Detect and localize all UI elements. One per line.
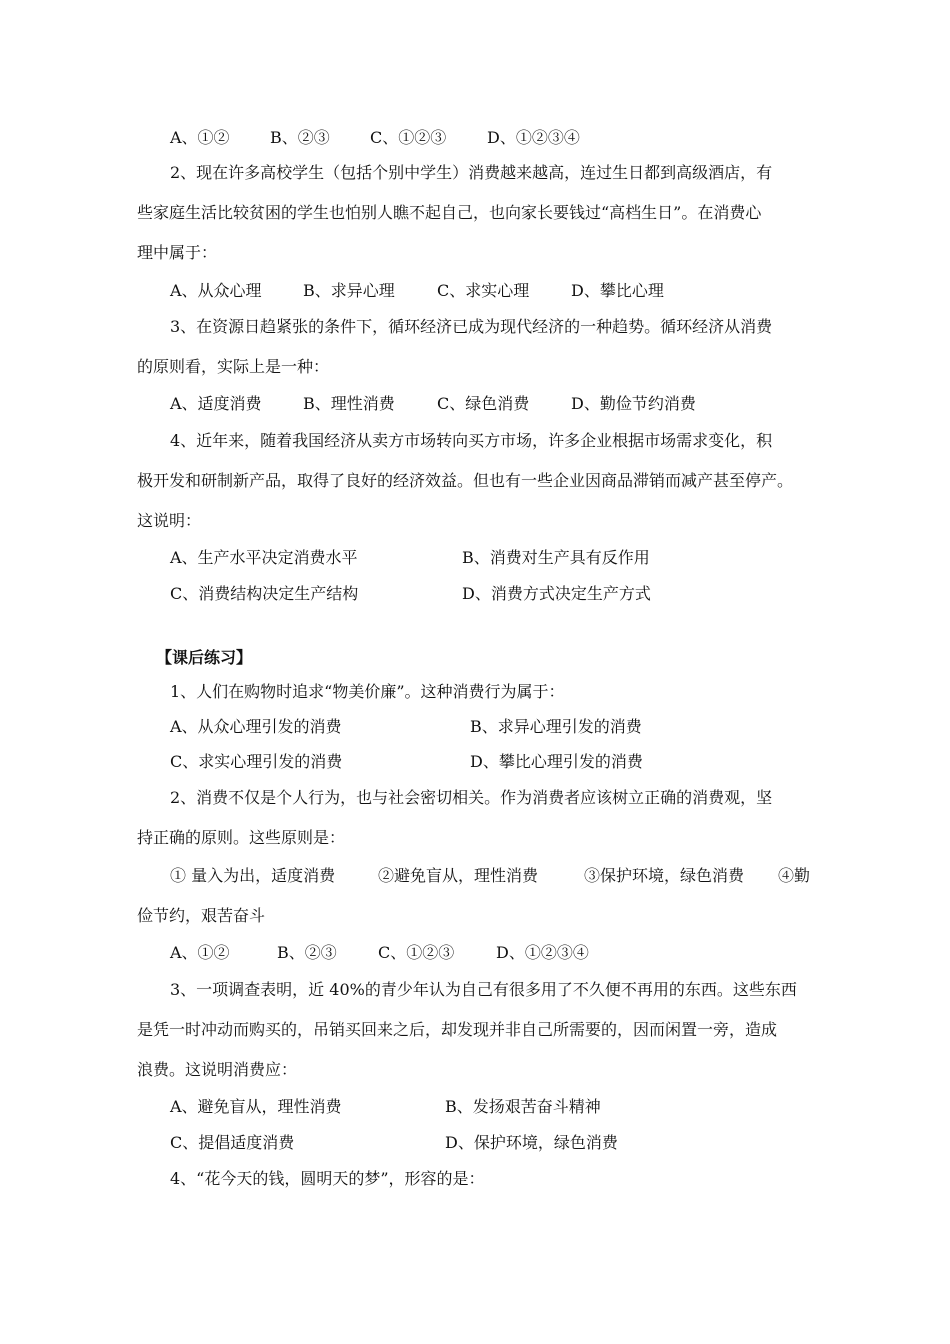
question-text: 3、在资源日趋紧张的条件下，循环经济已成为现代经济的一种趋势。循环经济从消费	[170, 317, 773, 336]
option: A、①②	[170, 943, 230, 962]
option: B、发扬艰苦奋斗精神	[445, 1097, 601, 1116]
question-text: 的原则看，实际上是一种：	[137, 357, 330, 376]
option: B、求异心理引发的消费	[470, 717, 642, 736]
option: D、攀比心理引发的消费	[470, 752, 643, 771]
option: A、①②	[170, 128, 230, 147]
option: A、避免盲从，理性消费	[170, 1097, 342, 1116]
option: C、绿色消费	[437, 394, 530, 413]
principle-item: ① 量入为出，适度消费	[170, 866, 336, 885]
option: B、②③	[277, 943, 337, 962]
option: D、攀比心理	[571, 281, 664, 300]
principle-item: ②避免盲从，理性消费	[378, 866, 539, 885]
option: C、求实心理引发的消费	[170, 752, 343, 771]
option: D、勤俭节约消费	[571, 394, 696, 413]
option: A、从众心理	[170, 281, 262, 300]
question-text: 1、人们在购物时追求“物美价廉”。这种消费行为属于：	[170, 682, 565, 701]
option: A、适度消费	[170, 394, 262, 413]
option: D、①②③④	[487, 128, 580, 147]
question-text: 4、近年来，随着我国经济从卖方市场转向买方市场，许多企业根据市场需求变化，积	[170, 431, 773, 450]
question-text: 2、现在许多高校学生（包括个别中学生）消费越来越高，连过生日都到高级酒店，有	[170, 163, 773, 182]
option: C、①②③	[378, 943, 455, 962]
option: C、①②③	[370, 128, 447, 147]
option: D、保护环境，绿色消费	[445, 1133, 618, 1152]
question-text: 浪费。这说明消费应：	[137, 1060, 298, 1079]
question-text: 这说明：	[137, 511, 202, 530]
option: A、生产水平决定消费水平	[170, 548, 358, 567]
option: A、从众心理引发的消费	[170, 717, 342, 736]
option: B、理性消费	[303, 394, 395, 413]
principle-item: ④勤	[778, 866, 811, 885]
section-heading: 【课后练习】	[156, 648, 253, 667]
option: B、②③	[270, 128, 330, 147]
question-text: 些家庭生活比较贫困的学生也怕别人瞧不起自己，也向家长要钱过“高档生日”。在消费心	[137, 203, 762, 222]
question-text: 持正确的原则。这些原则是：	[137, 828, 346, 847]
option: B、求异心理	[303, 281, 395, 300]
question-text: 2、消费不仅是个人行为，也与社会密切相关。作为消费者应该树立正确的消费观，坚	[170, 788, 773, 807]
option: C、提倡适度消费	[170, 1133, 295, 1152]
option: C、消费结构决定生产结构	[170, 584, 359, 603]
question-text: 是凭一时冲动而购买的，吊销买回来之后，却发现并非自己所需要的，因而闲置一旁，造成	[137, 1020, 778, 1039]
question-text: 理中属于：	[137, 243, 218, 262]
option: D、①②③④	[496, 943, 589, 962]
question-text: 3、一项调查表明，近 40%的青少年认为自己有很多用了不久便不再用的东西。这些东西	[170, 980, 797, 999]
question-text: 4、“花今天的钱，圆明天的梦”，形容的是：	[170, 1169, 485, 1188]
principle-item-continued: 俭节约，艰苦奋斗	[137, 906, 266, 925]
option: C、求实心理	[437, 281, 530, 300]
option: D、消费方式决定生产方式	[462, 584, 651, 603]
principle-item: ③保护环境，绿色消费	[584, 866, 745, 885]
option: B、消费对生产具有反作用	[462, 548, 650, 567]
question-text: 极开发和研制新产品，取得了良好的经济效益。但也有一些企业因商品滞销而减产甚至停产。	[137, 471, 794, 490]
